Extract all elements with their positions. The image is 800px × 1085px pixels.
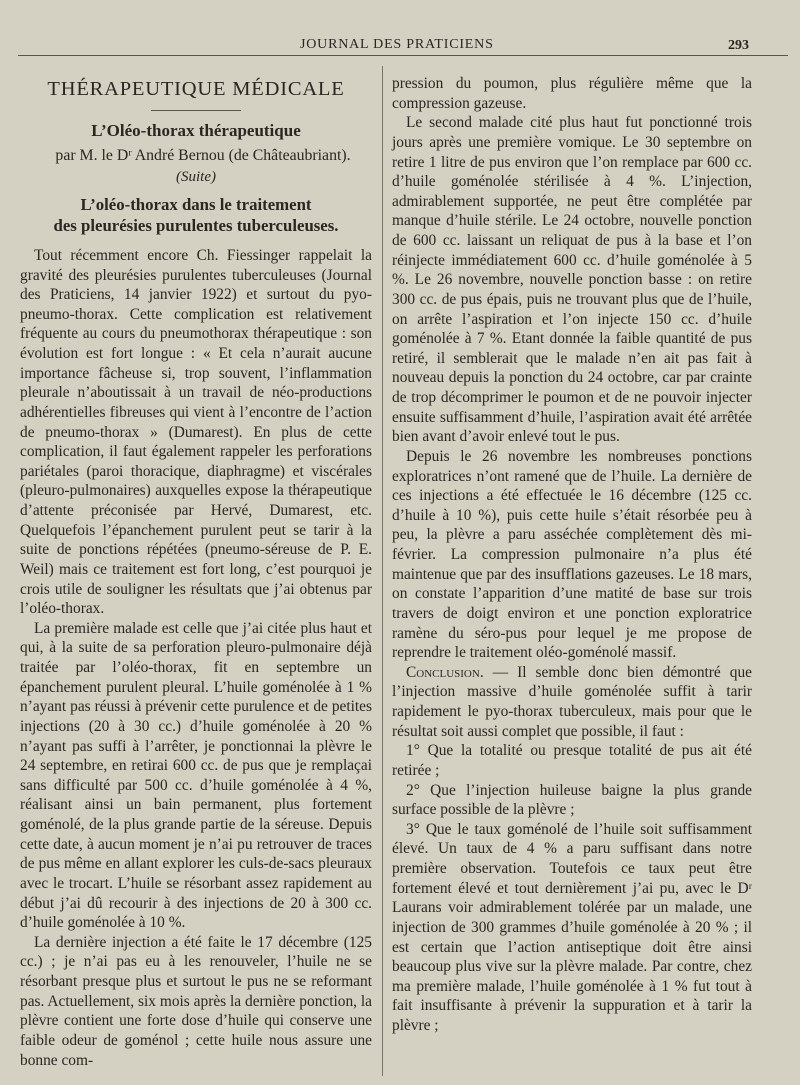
article-subtitle-line-2: des pleurésies purulentes tuberculeuses. (53, 215, 339, 235)
paragraph: La dernière injection a été faite le 17 décembre (125 cc.) ; je n’ai pas eu à les renouveler, l’huile ne se résorbant presque plus et surtout le pus ne se reformant pas. Actuellement, six mois après la dernière ponction, la plèvre contient une forte dose d’huile qui conserve une faible odeur de goménol ; cette huile nous assure une bonne com- (20, 933, 372, 1069)
article-byline: par M. le Dʳ André Bernou (de Châteaubriant). (55, 147, 351, 165)
page-number: 293 (728, 38, 749, 53)
conclusion-paragraph (392, 663, 752, 742)
paragraph: Depuis le 26 novembre les nombreuses ponctions exploratrices n’ont ramené que de l’huile. La dernière de ces injections a été effectuée le 16 décembre (125 cc. d’huile à 10 %), puis cette huile s’était résorbée peu à peu, la plèvre a paru asséchée complètement dès mi-février. La compression pulmonaire n’a plus été maintenue que par des insufflations gazeuses. Le 18 mars, on constate l’apparition d’une matité de base sur trois travers de doigt environ et une ponction exploratrice ramène du séro-pus pour lequel je me propose de reprendre le traitement oléo-goménolé massif. (392, 447, 752, 662)
right-column (392, 74, 752, 1036)
column-divider (382, 66, 383, 1076)
left-column (20, 70, 372, 1070)
running-title: JOURNAL DES PRATICIENS (300, 37, 494, 52)
list-item: 1° Que la totalité ou presque totalité de pus ait été retirée ; (392, 742, 752, 779)
paragraph: pression du poumon, plus régulière même que la compression gazeuse. (392, 75, 752, 112)
paragraph: Tout récemment encore Ch. Fiessinger rappelait la gravité des pleurésies purulentes tuberculeuses (Journal des Praticiens, 14 janvier 1922) et surtout du pyo-pneumo-thorax. Cette complication est relativement fréquente au cours du pneumothorax thérapeutique : son évolution est fort longue : « Et cela n’aurait aucune importance fâcheuse si, trop souvent, l’inflammation pleurale n’aboutissait à un travail de néo-productions adhérentielles fibreuses qui vient à l’encontre de l’action de pneumo-thorax » (Dumarest). En plus de cette complication, il faut également rappeler les perforations pariétales (paroi thoracique, diaphragme) et viscérales (pleuro-pulmonaires) auxquelles expose la thérapeutique d’attente préconisée par Hervé, Dumarest, etc. Quelquefois l’épanchement purulent peut se tarir à la suite de ponctions répétées (pneumo-séreuse de P. E. Weil) mais ce traitement est fort long, c’est pourquoi je crois utile de souligner les résultats que j’ai obtenus par l’oléo-thorax. (20, 246, 372, 618)
title-rule (151, 110, 241, 111)
paragraph: La première malade est celle que j’ai citée plus haut et qui, à la suite de sa perforation pleuro-pulmonaire déjà traitée par l’oléo-thorax, fit en septembre un épanchement purulent pleural. L’huile goménolée à 1 % n’ayant pas réussi à prévenir cette purulence et de petites injections (20 à 30 cc.) d’huile goménolée à 20 % n’ayant pas suffi à l’arrêter, je ponctionnai la plèvre le 24 septembre, en retirai 600 cc. de pus que je remplaçai sans difficulté par 500 cc. d’huile goménolée à 4 %, réalisant ainsi un bain permanent, plus fortement goménolé, de la plus grande partie de la séreuse. Depuis cette date, à aucun moment je n’ai pu retrouver de traces de pus même en allant explorer les culs-de-sacs pleuraux avec le trocart. L’huile se résorbant assez rapidement au début j’ai dû recourir à des injections de 20 à 300 cc. d’huile goménolée à 10 %. (20, 619, 372, 932)
article-subtitle (20, 194, 372, 236)
article-suite: (Suite) (176, 169, 216, 186)
conclusion-label: Conclusion. (406, 663, 484, 681)
list-item: 2° Que l’injection huileuse baigne la plus grande surface possible de la plèvre ; (392, 781, 752, 819)
list-item: 3° Que le taux goménolé de l’huile soit suffisamment élevé. Un taux de 4 % a paru suffisant dans notre première observation. Toutefois ce taux peut être fortement élevé et tout dernièrement j’ai pu, avec le Dʳ Laurans voir admirablement tolérée par un malade, une injection de 300 grammes d’huile goménolée à 20 % ; il est certain que l’action antiseptique doit être ainsi beaucoup plus vive sur la plèvre malade. Par contre, chez ma première malade, l’huile goménolée à 1 % fut tout à fait insuffisante à prévenir la suppuration et à tarir la plèvre ; (392, 820, 752, 1034)
section-title: THÉRAPEUTIQUE MÉDICALE (47, 78, 345, 100)
paragraph: Le second malade cité plus haut fut ponctionné trois jours après une première vomique. Le 30 septembre on retire 1 litre de pus environ que l’on remplace par 600 cc. d’huile goménolée stérilisée à 4 %. L’injection, admirablement supportée, ne peut être complétée par manque d’huile stérile. Le 24 octobre, nouvelle ponction de 600 cc. laissant un reliquat de pus à la base et l’on réinjecte immédiatement 600 cc. d’huile goménolée à 5 %. Le 26 novembre, nouvelle ponction basse : on retire 300 cc. de pus épais, puis ne trouvant plus que de l’huile, on arrête l’aspiration et l’on injecte 150 cc. d’huile goménolée à 7 %. Etant donnée la faible quantité de pus retiré, il semblerait que le malade n’en ait pas fait à nouveau depuis la ponction du 24 octobre, car par crainte de trop décomprimer le poumon et de ne pouvoir injecter ensuite suffisamment d’huile, l’aspiration avait été arrêtée bien avant d’avoir enlevé tout le pus. (392, 114, 752, 446)
running-header (18, 34, 788, 58)
article-title: L’Oléo-thorax thérapeutique (91, 120, 301, 140)
article-subtitle-line-1: L’oléo-thorax dans le traitement (80, 194, 312, 214)
conclusion-text: — Il semble donc bien démontré que l’injection massive d’huile goménolée suffit à tarir rapidement le pyo-thorax tuberculeux, mais pour que le résultat soit aussi complet que possible, il faut : (392, 663, 752, 740)
header-rule (18, 55, 788, 56)
